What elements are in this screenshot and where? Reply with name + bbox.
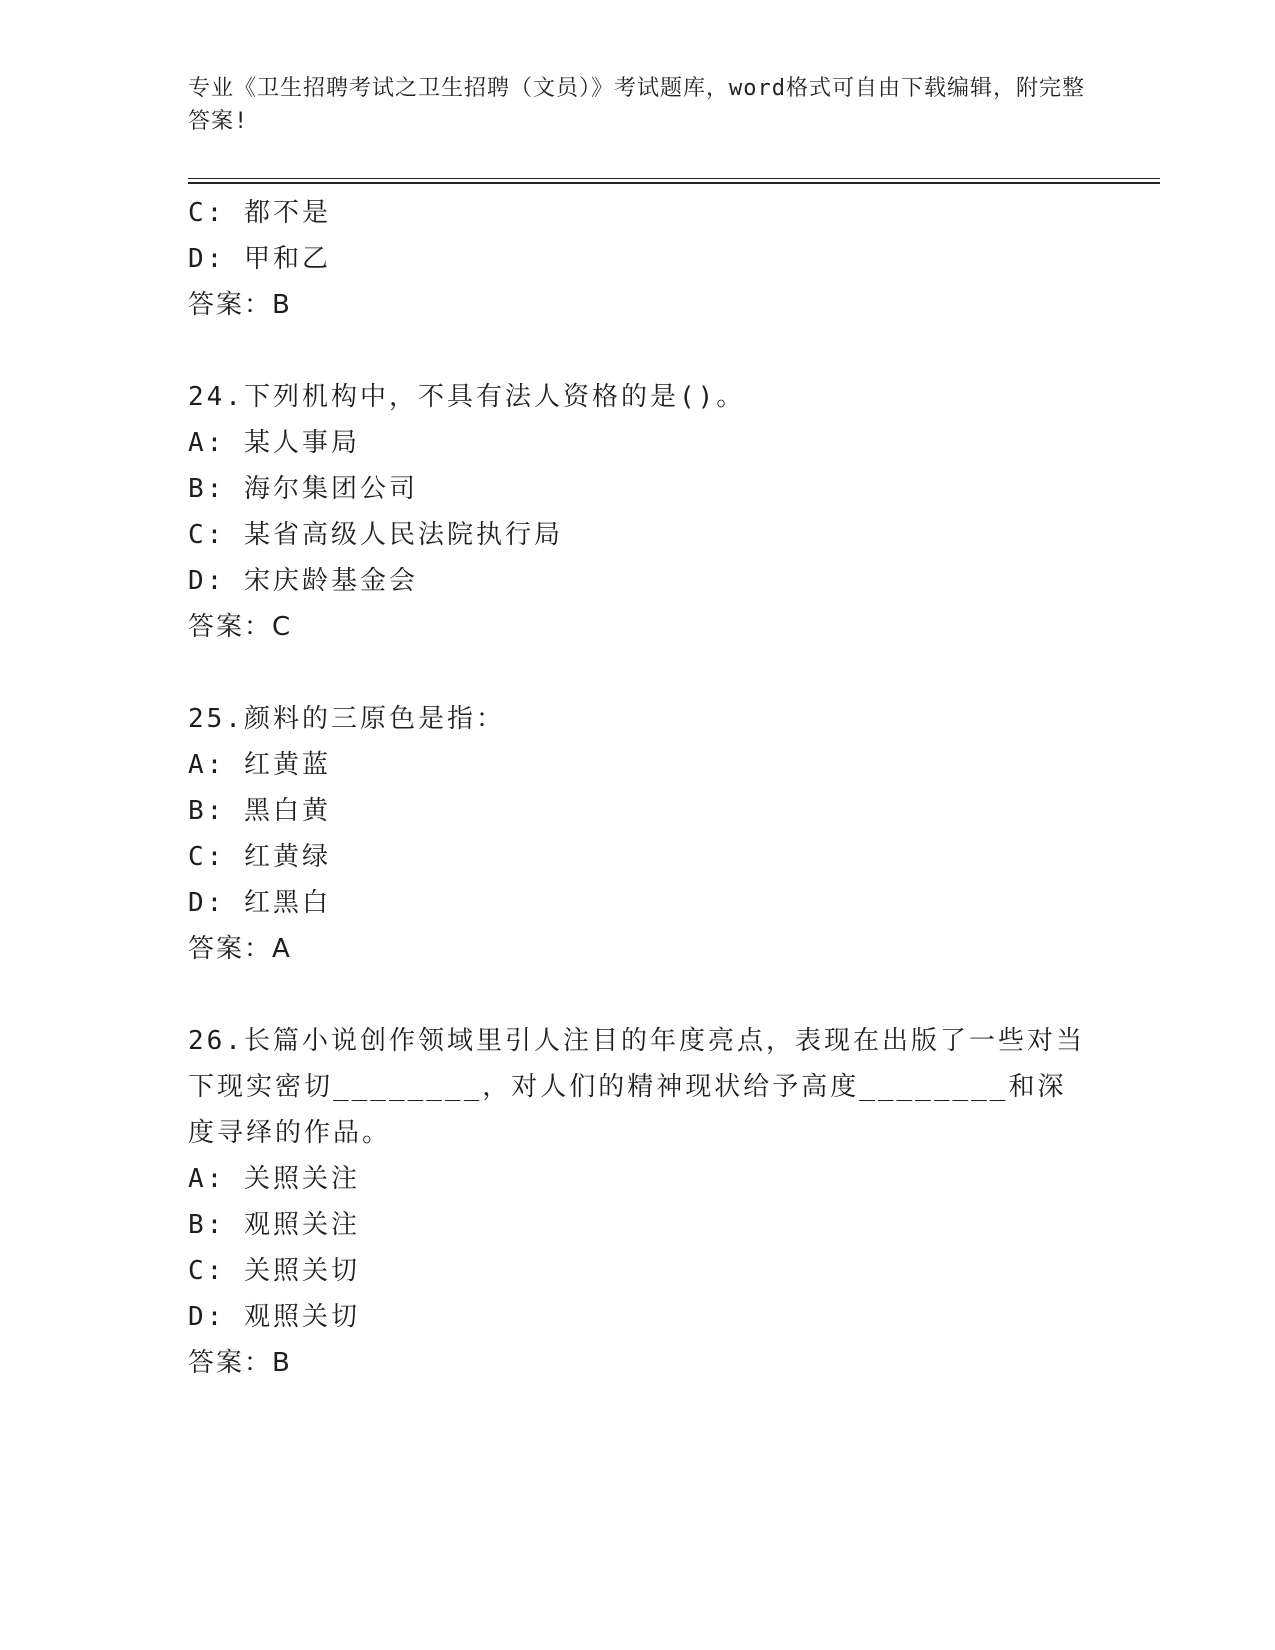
option-d: D: 观照关切 — [188, 1302, 360, 1332]
question-list — [188, 190, 1088, 1386]
question-text: 25.颜料的三原色是指： — [188, 704, 505, 734]
option-c: C: 都不是 — [188, 198, 331, 228]
document-header — [188, 72, 1088, 138]
question-block-24 — [188, 374, 1088, 650]
answer-line: 答案：B — [188, 290, 292, 320]
question-block-25 — [188, 696, 1088, 972]
option-d: D: 宋庆龄基金会 — [188, 566, 418, 596]
spacer — [188, 328, 1088, 374]
spacer — [188, 972, 1088, 1018]
option-b: B: 海尔集团公司 — [188, 474, 418, 504]
answer-line: 答案：A — [188, 934, 292, 964]
answer-line: 答案：B — [188, 1348, 292, 1378]
question-block-26 — [188, 1018, 1088, 1386]
option-a: A: 关照关注 — [188, 1164, 360, 1194]
option-b: B: 黑白黄 — [188, 796, 331, 826]
spacer — [188, 650, 1088, 696]
option-d: D: 红黑白 — [188, 888, 331, 918]
header-divider-top — [188, 178, 1160, 179]
header-divider-bottom — [188, 182, 1160, 184]
answer-line: 答案：C — [188, 612, 293, 642]
option-a: A: 红黄蓝 — [188, 750, 331, 780]
option-d: D: 甲和乙 — [188, 244, 331, 274]
question-text: 24.下列机构中，不具有法人资格的是()。 — [188, 382, 746, 412]
question-block-prev — [188, 190, 1088, 328]
header-title: 专业《卫生招聘考试之卫生招聘（文员）》考试题库，word格式可自由下载编辑，附完整答案! — [188, 76, 1085, 134]
option-a: A: 某人事局 — [188, 428, 360, 458]
option-c: C: 红黄绿 — [188, 842, 331, 872]
question-text: 26.长篇小说创作领域里引人注目的年度亮点，表现在出版了一些对当下现实密切________，对人们的精神现状给予高度________和深度寻绎的作品。 — [188, 1026, 1085, 1148]
option-b: B: 观照关注 — [188, 1210, 360, 1240]
option-c: C: 某省高级人民法院执行局 — [188, 520, 563, 550]
option-c: C: 关照关切 — [188, 1256, 360, 1286]
